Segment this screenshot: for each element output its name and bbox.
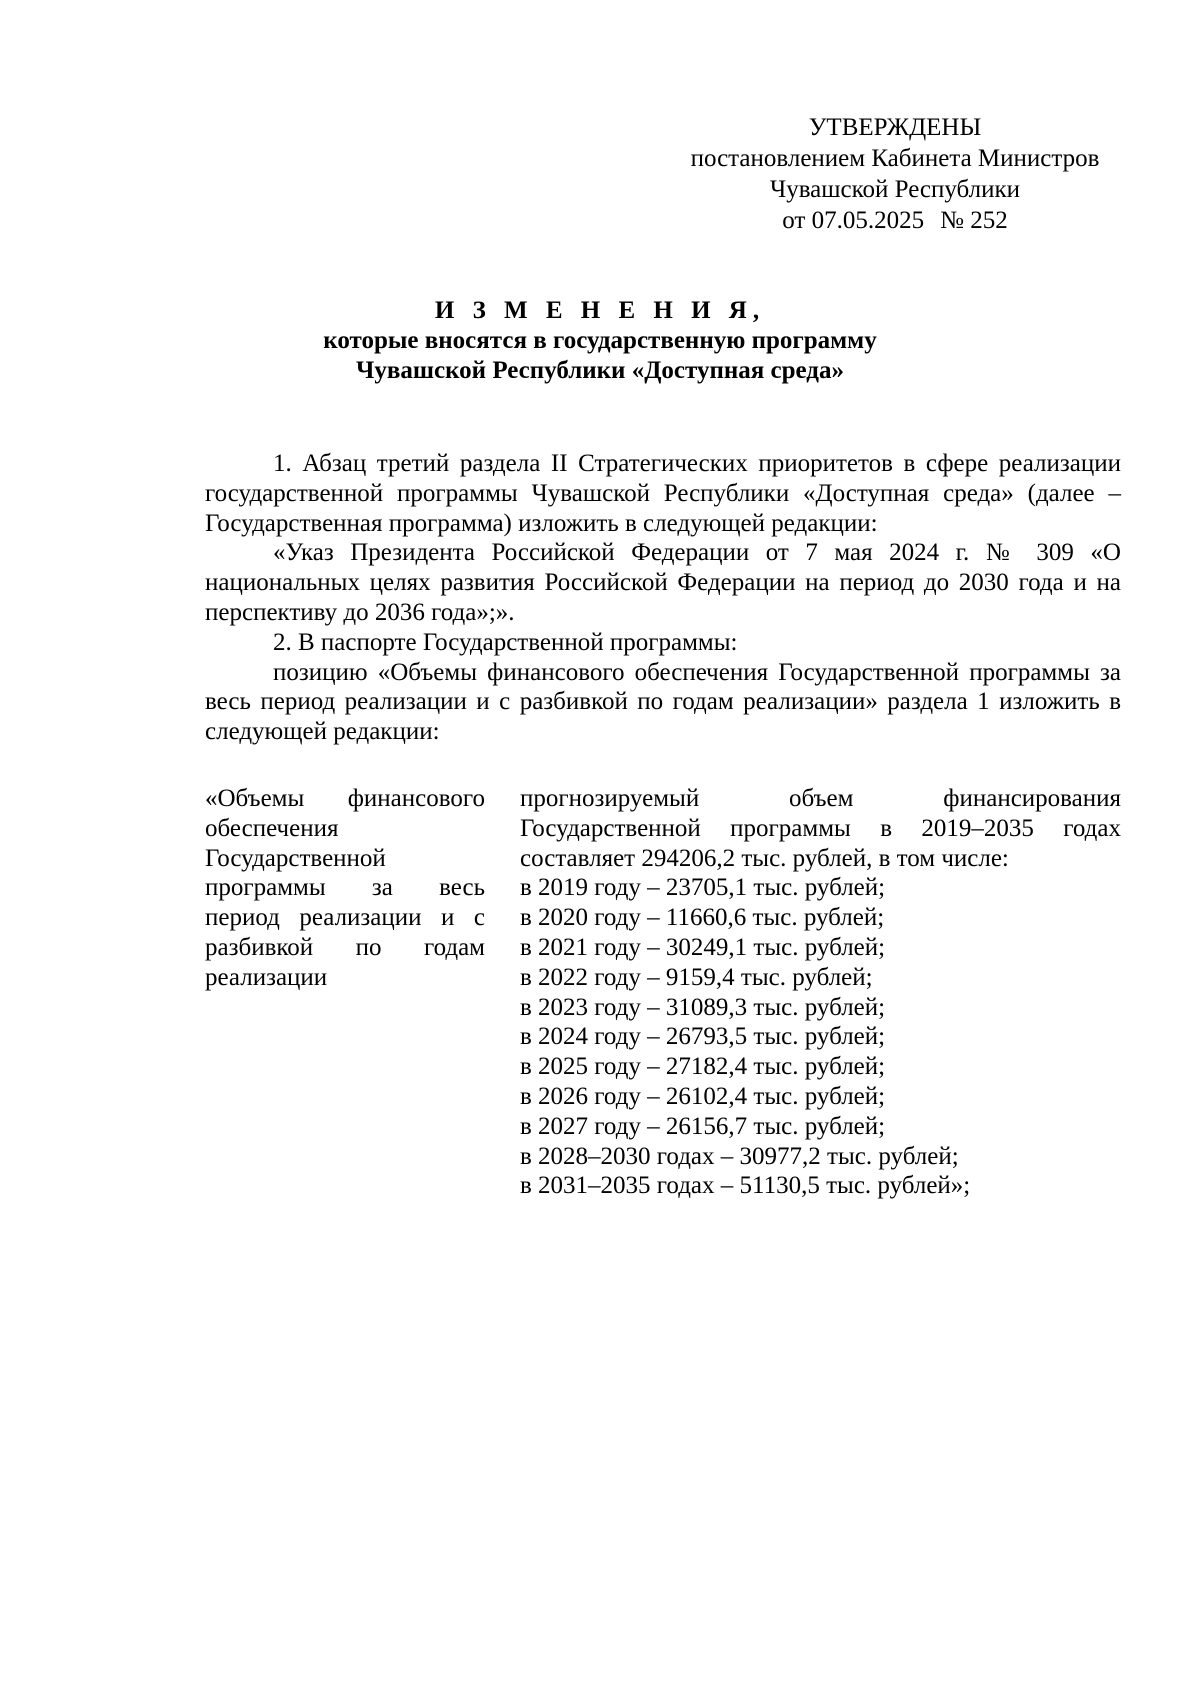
paragraph-4: позицию «Объемы финансового обеспечения Государственной программы за весь период реализации и с разбивкой по годам реализации» раздела 1 изложить в следующей редакции: xyxy=(205,658,1121,746)
paragraph-2: «Указ Президента Российской Федерации от 7 мая 2024 г. № 309 «О национальных целях развития Российской Федерации на период до 2030 года и на перспективу до 2036 года»;». xyxy=(205,539,1121,626)
approval-region: Чувашской Республики xyxy=(769,176,1021,203)
approval-title: УТВЕРЖДЕНЫ xyxy=(808,114,982,141)
document-heading xyxy=(0,296,1200,386)
document-body xyxy=(205,449,1121,747)
funding-year-line: в 2026 году – 26102,4 тыс. рублей; xyxy=(520,1082,886,1110)
approval-date: от 07.05.2025 xyxy=(782,207,925,234)
funding-year-line: в 2028–2030 годах – 30977,2 тыс. рублей; xyxy=(520,1142,959,1170)
funding-year-line: в 2024 году – 26793,5 тыс. рублей; xyxy=(520,1023,886,1051)
funding-year-line: в 2031–2035 годах – 51130,5 тыс. рублей»; xyxy=(520,1172,971,1200)
funding-year-line: в 2021 году – 30249,1 тыс. рублей; xyxy=(520,933,886,961)
passport-value xyxy=(520,784,1121,1201)
approval-date-number xyxy=(660,205,1130,236)
funding-year-line: в 2019 году – 23705,1 тыс. рублей; xyxy=(520,874,886,902)
approval-stamp xyxy=(660,112,1130,236)
funding-intro: прогнозируемый объем финансирования Государственной программы в 2019–2035 годах составляет 294206,2 тыс. рублей, в том числе: xyxy=(520,785,1121,872)
funding-year-line: в 2025 году – 27182,4 тыс. рублей; xyxy=(520,1053,886,1081)
approval-authority: постановлением Кабинета Министров xyxy=(690,145,1100,172)
funding-year-line: в 2027 году – 26156,7 тыс. рублей; xyxy=(520,1112,886,1140)
passport-table xyxy=(205,784,1121,1201)
passport-label: «Объемы финансового обеспечения Государственной программы за весь период реализации и с разбивкой по годам реализации xyxy=(205,785,485,991)
heading-program-name: Чувашской Республики «Доступная среда» xyxy=(356,357,844,384)
heading-subtitle: которые вносятся в государственную программу xyxy=(323,327,877,354)
paragraph-3: 2. В паспорте Государственной программы: xyxy=(273,628,738,656)
approval-number: № 252 xyxy=(940,207,1008,234)
funding-year-line: в 2020 году – 11660,6 тыс. рублей; xyxy=(520,904,885,932)
funding-year-line: в 2023 году – 31089,3 тыс. рублей; xyxy=(520,993,886,1021)
heading-title: И З М Е Н Е Н И Я, xyxy=(434,297,766,324)
paragraph-1: 1. Абзац третий раздела II Стратегических приоритетов в сфере реализации государственной программы Чувашской Республики «Доступная среда» (далее – Государственная программа) изложить в следующей редакции: xyxy=(205,450,1121,537)
funding-year-line: в 2022 году – 9159,4 тыс. рублей; xyxy=(520,963,873,991)
